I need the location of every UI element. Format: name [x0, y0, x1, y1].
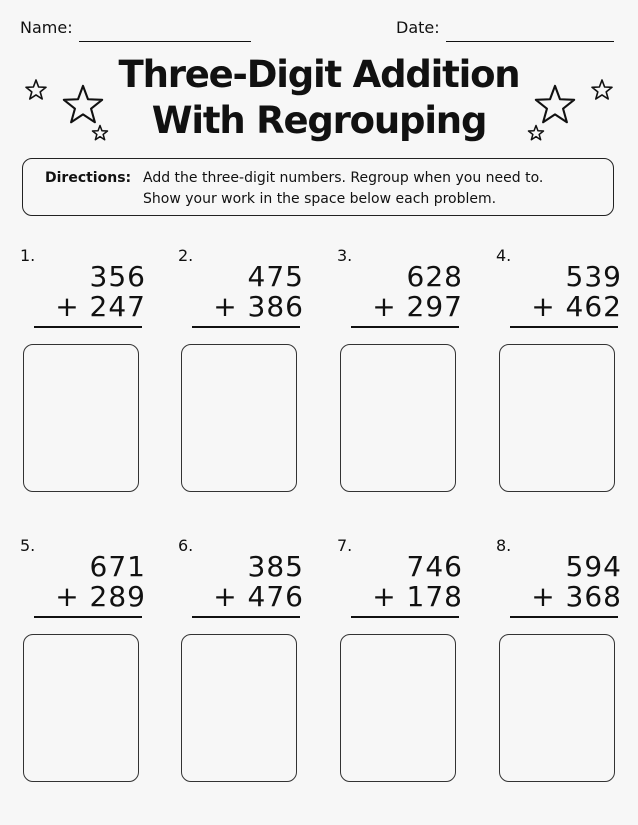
problem-number: 8.	[496, 536, 512, 555]
work-box[interactable]	[181, 344, 297, 492]
work-box[interactable]	[340, 344, 456, 492]
top-addend: 385	[247, 550, 304, 583]
problem-4	[496, 246, 636, 526]
directions-line-1: Add the three-digit numbers. Regroup when you need to.	[143, 170, 544, 186]
top-addend: 539	[565, 260, 622, 293]
name-blank-line[interactable]	[79, 19, 251, 42]
work-box[interactable]	[499, 634, 615, 782]
header-row	[0, 14, 638, 44]
problem-8	[496, 536, 636, 816]
problem-number: 3.	[337, 246, 353, 265]
sum-line	[510, 616, 618, 618]
problem-number: 7.	[337, 536, 353, 555]
problem-number: 6.	[178, 536, 194, 555]
work-box[interactable]	[340, 634, 456, 782]
page-title	[0, 52, 638, 144]
work-box[interactable]	[181, 634, 297, 782]
problem-6	[178, 536, 318, 816]
sum-line	[351, 326, 459, 328]
work-box[interactable]	[23, 634, 139, 782]
top-addend: 475	[247, 260, 304, 293]
bottom-addend: + 368	[531, 580, 622, 613]
problem-number: 1.	[20, 246, 36, 265]
date-label: Date:	[396, 18, 440, 37]
sum-line	[34, 616, 142, 618]
directions-text	[143, 168, 603, 209]
bottom-addend: + 178	[372, 580, 463, 613]
top-addend: 671	[89, 550, 146, 583]
directions-box	[22, 158, 614, 216]
sum-line	[510, 326, 618, 328]
sum-line	[192, 326, 300, 328]
bottom-addend: + 247	[55, 290, 146, 323]
sum-line	[34, 326, 142, 328]
top-addend: 594	[565, 550, 622, 583]
problem-2	[178, 246, 318, 526]
bottom-addend: + 386	[213, 290, 304, 323]
work-box[interactable]	[23, 344, 139, 492]
top-addend: 628	[406, 260, 463, 293]
work-box[interactable]	[499, 344, 615, 492]
title-line-1: Three-Digit Addition	[118, 53, 520, 96]
problem-1	[20, 246, 160, 526]
problem-number: 5.	[20, 536, 36, 555]
top-addend: 746	[406, 550, 463, 583]
date-field[interactable]	[396, 14, 614, 42]
top-addend: 356	[89, 260, 146, 293]
date-blank-line[interactable]	[446, 19, 614, 42]
problem-number: 2.	[178, 246, 194, 265]
directions-label: Directions:	[45, 170, 132, 186]
bottom-addend: + 289	[55, 580, 146, 613]
problem-7	[337, 536, 477, 816]
bottom-addend: + 297	[372, 290, 463, 323]
name-label: Name:	[20, 18, 73, 37]
problem-5	[20, 536, 160, 816]
sum-line	[351, 616, 459, 618]
name-field[interactable]	[20, 14, 251, 42]
title-line-2: With Regrouping	[151, 99, 487, 142]
problem-3	[337, 246, 477, 526]
directions-line-2: Show your work in the space below each problem.	[143, 190, 497, 207]
problem-number: 4.	[496, 246, 512, 265]
bottom-addend: + 476	[213, 580, 304, 613]
bottom-addend: + 462	[531, 290, 622, 323]
sum-line	[192, 616, 300, 618]
